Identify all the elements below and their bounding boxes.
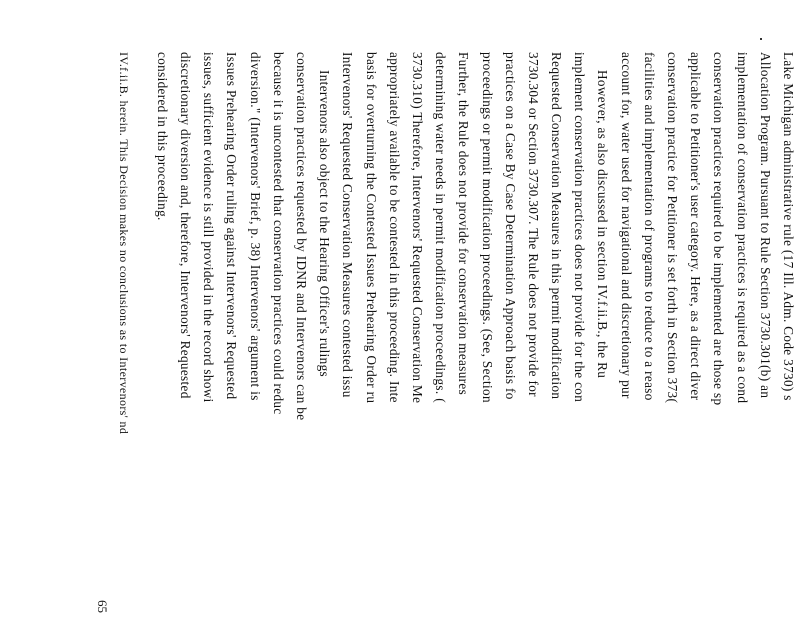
footnote-line: IV.f.ii.B. herein. This Decision makes no conclusions as to Intervenors' nd (117, 52, 131, 435)
paragraph-first-line: However, as also discussed in section IV.f.ii.B., the Ru (595, 70, 611, 379)
text-line: proceedings or permit modification proceedings. (See, Section (479, 52, 495, 403)
text-line: conservation practice for Petitioner is set forth in Section 373( (665, 52, 681, 404)
text-line: Intervenors' Requested Conservation Measures contested issu (340, 52, 356, 398)
text-line: conservation practices required to be implemented are those sp (711, 52, 727, 406)
text-line: implement conservation practices does not provide for the con (572, 52, 588, 403)
footnote-area (112, 52, 135, 434)
text-line: diversion." (Intervenors' Brief, p. 38) Intervenors' argument is (247, 52, 263, 401)
text-line: practices on a Case By Case Determination Approach basis fo (502, 52, 518, 400)
text-line: basis for overturning the Contested Issues Prehearing Order ru (363, 52, 379, 404)
text-line: discretionary diversion and, therefore, Intervenors' Requested (178, 52, 194, 399)
text-line: appropriately available to be contested in this proceeding. Inte (386, 52, 402, 403)
text-line: 3730.310) Therefore, Intervenors' Requested Conservation Me (410, 52, 425, 404)
scan-speck (760, 38, 762, 40)
text-line: applicable to Petitioner's user category. Here, as a direct diver (688, 52, 704, 401)
text-line: account for, water used for navigational and discretionary pur (618, 52, 634, 399)
text-line: Issues Prehearing Order ruling against Intervenors' Requested (224, 52, 240, 400)
text-line: implementation of conservation practices is required as a cond (734, 52, 750, 404)
rotated-document-page (90, 52, 800, 618)
text-line: conservation practices requested by IDNR and Intervenors can be (294, 52, 310, 421)
text-line: Requested Conservation Measures in this permit modification (549, 52, 565, 400)
text-line: because it is uncontested that conservation practices could reduc (270, 52, 286, 415)
paragraph-first-line: Intervenors also object to the Hearing Officer's rulings (317, 70, 333, 378)
text-line: Allocation Program. Pursuant to Rule Section 3730.301(b) an (757, 52, 773, 399)
page-number: 65 (95, 600, 110, 613)
text-line: 3730.304 or Section 3730.307. The Rule does not provide for (525, 52, 541, 397)
text-line: facilities and implementation of programs to reduce to a reaso (641, 52, 657, 401)
text-line: Lake Michigan administrative rule (17 Ill. Adm. Code 3730) s (781, 52, 796, 401)
text-line: considered in this proceeding. (154, 52, 170, 221)
text-line: Further, the Rule does not provide for conservation measures (456, 52, 472, 396)
text-line: determining water needs in permit modification proceedings. ( (433, 52, 449, 403)
document-body-text (151, 52, 800, 618)
text-line: issues, sufficient evidence is still provided in the record showi (201, 52, 217, 403)
